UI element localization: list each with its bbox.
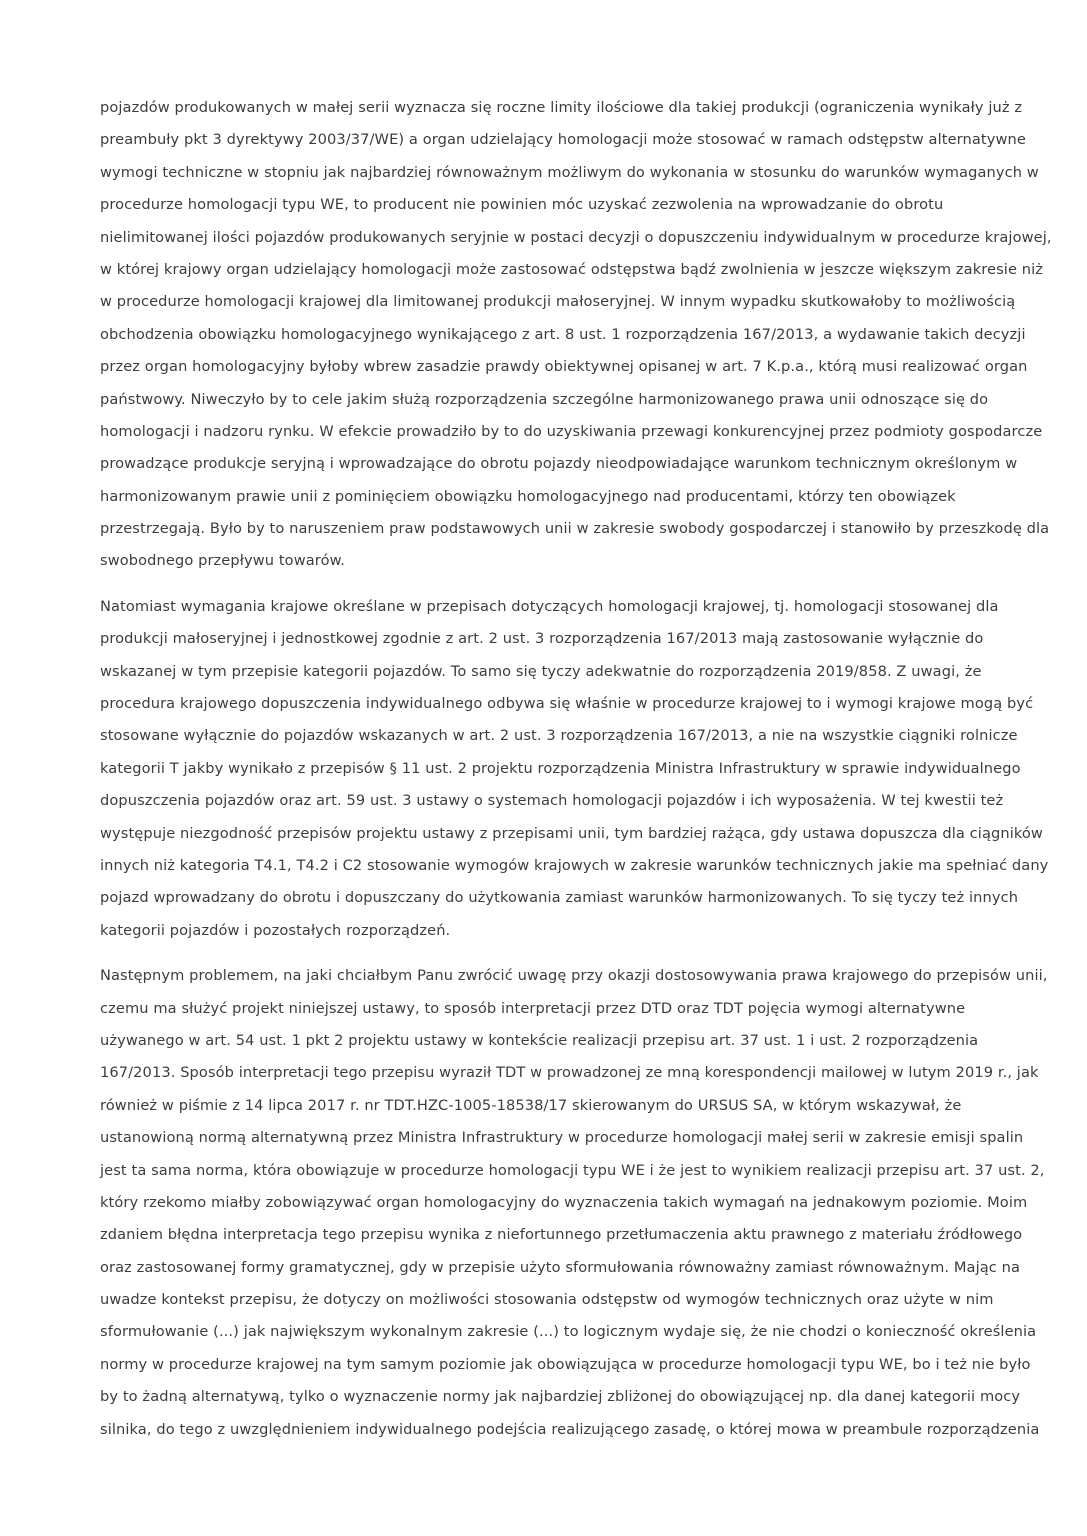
- text-line: dopuszczenia pojazdów oraz art. 59 ust. 3 ustawy o systemach homologacji pojazdów i ich wyposażenia. W tej kwestii też: [100, 792, 1004, 810]
- text-line: preambuły pkt 3 dyrektywy 2003/37/WE) a organ udzielający homologacji może stosować w ramach odstępstw alternatywne: [100, 131, 1026, 149]
- text-line: również w piśmie z 14 lipca 2017 r. nr TDT.HZC-1005-18538/17 skierowanym do URSUS SA, w którym wskazywał, że: [100, 1096, 962, 1114]
- text-line: nielimitowanej ilości pojazdów produkowanych seryjnie w postaci decyzji o dopuszczeniu indywidualnym w procedurze krajowej,: [100, 228, 1052, 246]
- text-line: homologacji i nadzoru rynku. W efekcie prowadziło by to do uzyskiwania przewagi konkurencyjnej przez podmioty gospodarcze: [100, 422, 1043, 440]
- text-line: używanego w art. 54 ust. 1 pkt 2 projektu ustawy w kontekście realizacji przepisu art. 37 ust. 1 i ust. 2 rozporządzenia: [100, 1031, 979, 1049]
- text-line: harmonizowanym prawie unii z pominięciem obowiązku homologacyjnego nad producentami, którzy ten obowiązek: [100, 487, 956, 505]
- text-line: obchodzenia obowiązku homologacyjnego wynikającego z art. 8 ust. 1 rozporządzenia 167/2013, a wydawanie takich decyzji: [100, 325, 1026, 343]
- text-line: normy w procedurze krajowej na tym samym poziomie jak obowiązująca w procedurze homologacji typu WE, bo i też nie było: [100, 1355, 1031, 1373]
- text-line: pojazdów produkowanych w małej serii wyznacza się roczne limity ilościowe dla takiej produkcji (ograniczenia wynikały już z: [100, 99, 1023, 116]
- text-line: oraz zastosowanej formy gramatycznej, gdy w przepisie użyto sformułowania równoważny zamiast równoważnym. Mając na: [100, 1258, 1021, 1276]
- text-line: jest ta sama norma, która obowiązuje w procedurze homologacji typu WE i że jest to wynikiem realizacji przepisu art. 37 ust. 2,: [100, 1161, 1045, 1179]
- text-line: występuje niezgodność przepisów projektu ustawy z przepisami unii, tym bardziej rażąca, gdy ustawa dopuszcza dla ciągników: [100, 824, 1043, 842]
- text-line: pojazd wprowadzany do obrotu i dopuszczany do użytkowania zamiast warunków harmonizowanych. To się tyczy też innych: [100, 889, 1019, 907]
- text-line: stosowane wyłącznie do pojazdów wskazanych w art. 2 ust. 3 rozporządzenia 167/2013, a nie na wszystkie ciągniki rolnicze: [100, 727, 1018, 745]
- text-line: państwowy. Niweczyło by to cele jakim służą rozporządzenia szczególne harmonizowanego prawa unii odnoszące się do: [100, 390, 989, 408]
- text-line: przez organ homologacyjny byłoby wbrew zasadzie prawdy obiektywnej opisanej w art. 7 K.p.a., którą musi realizować organ: [100, 358, 1028, 376]
- paragraph: [100, 591, 1049, 947]
- text-line: swobodnego przepływu towarów.: [100, 552, 346, 570]
- text-line: wymogi techniczne w stopniu jak najbardziej równoważnym możliwym do wykonania w stosunku do warunków wymaganych w: [100, 163, 1039, 181]
- text-line: w procedurze homologacji krajowej dla limitowanej produkcji małoseryjnej. W innym wypadku skutkowałoby to możliwością: [100, 293, 1016, 311]
- paragraph: [100, 92, 1052, 578]
- text-line: Następnym problemem, na jaki chciałbym Panu zwrócić uwagę przy okazji dostosowywania prawa krajowego do przepisów unii,: [100, 967, 1048, 985]
- text-line: procedurze homologacji typu WE, to producent nie powinien móc uzyskać zezwolenia na wprowadzanie do obrotu: [100, 196, 944, 214]
- text-line: innych niż kategoria T4.1, T4.2 i C2 stosowanie wymogów krajowych w zakresie warunków technicznych jakie ma spełniać dany: [100, 856, 1049, 874]
- text-line: zdaniem błędna interpretacja tego przepisu wynika z niefortunnego przetłumaczenia aktu prawnego z materiału źródłowego: [100, 1226, 1023, 1244]
- text-line: który rzekomo miałby zobowiązywać organ homologacyjny do wyznaczenia takich wymagań na jednakowym poziomie. Moim: [100, 1193, 1028, 1211]
- text-line: procedura krajowego dopuszczenia indywidualnego odbywa się właśnie w procedurze krajowej to i wymogi krajowe mogą być: [100, 695, 1034, 713]
- text-line: ustanowioną normą alternatywną przez Ministra Infrastruktury w procedurze homologacji małej serii w zakresie emisji spalin: [100, 1129, 1024, 1147]
- document-content: [100, 92, 1052, 1459]
- text-line: wskazanej w tym przepisie kategorii pojazdów. To samo się tyczy adekwatnie do rozporządzenia 2019/858. Z uwagi, że: [100, 662, 982, 680]
- text-line: silnika, do tego z uwzględnieniem indywidualnego podejścia realizującego zasadę, o której mowa w preambule rozporządzenia: [100, 1420, 1040, 1438]
- text-line: kategorii pojazdów i pozostałych rozporządzeń.: [100, 921, 451, 939]
- text-line: kategorii T jakby wynikało z przepisów § 11 ust. 2 projektu rozporządzenia Ministra Infrastruktury w sprawie indywidualnego: [100, 759, 1021, 777]
- paragraph: [100, 960, 1048, 1446]
- text-line: 167/2013. Sposób interpretacji tego przepisu wyraził TDT w prowadzonej ze mną korespondencji mailowej w lutym 2019 r., jak: [100, 1064, 1039, 1082]
- text-line: sformułowanie (...) jak największym wykonalnym zakresie (...) to logicznym wydaje się, że nie chodzi o konieczność określenia: [100, 1323, 1037, 1341]
- text-line: w której krajowy organ udzielający homologacji może zastosować odstępstwa bądź zwolnienia w jeszcze większym zakresie niż: [100, 260, 1044, 278]
- text-line: prowadzące produkcje seryjną i wprowadzające do obrotu pojazdy nieodpowiadające warunkom technicznym określonym w: [100, 455, 1018, 473]
- text-line: Natomiast wymagania krajowe określane w przepisach dotyczących homologacji krajowej, tj. homologacji stosowanej dla: [100, 597, 999, 615]
- text-line: uwadze kontekst przepisu, że dotyczy on możliwości stosowania odstępstw od wymogów technicznych oraz użyte w nim: [100, 1291, 994, 1309]
- text-line: przestrzegają. Było by to naruszeniem praw podstawowych unii w zakresie swobody gospodarczej i stanowiło by przeszkodę dla: [100, 520, 1050, 538]
- text-line: by to żadną alternatywą, tylko o wyznaczenie normy jak najbardziej zbliżonej do obowiązującej np. dla danej kategorii mocy: [100, 1388, 1021, 1406]
- text-line: czemu ma służyć projekt niniejszej ustawy, to sposób interpretacji przez DTD oraz TDT pojęcia wymogi alternatywne: [100, 999, 966, 1017]
- text-line: produkcji małoseryjnej i jednostkowej zgodnie z art. 2 ust. 3 rozporządzenia 167/2013 mają zastosowanie wyłącznie do: [100, 630, 984, 648]
